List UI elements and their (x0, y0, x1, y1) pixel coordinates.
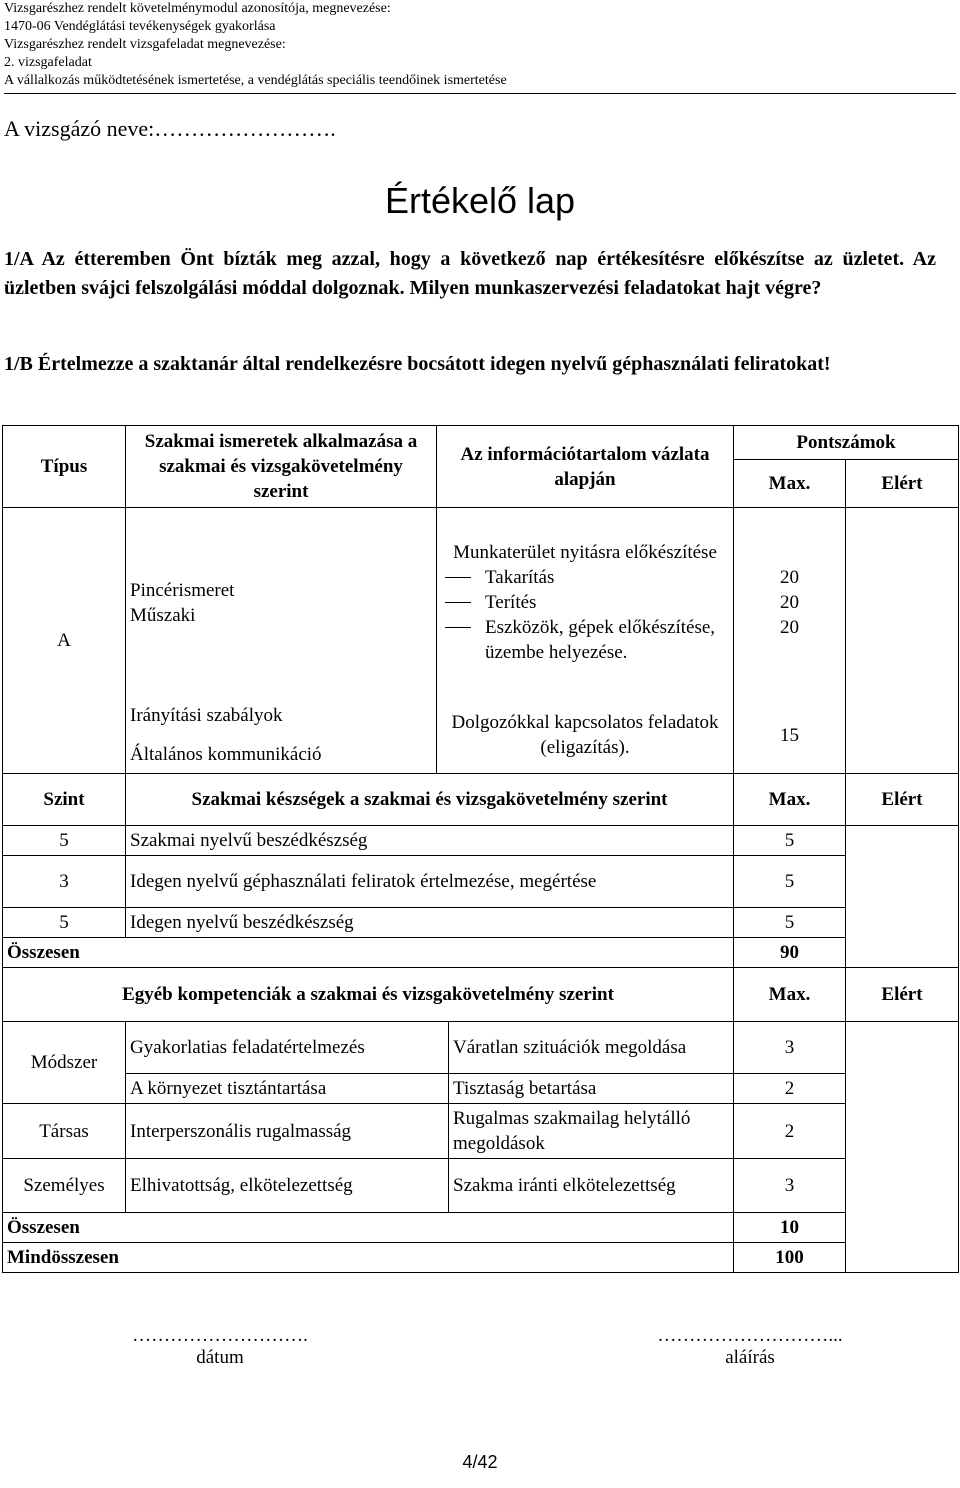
header-task-label: Vizsgarészhez rendelt vizsgafeladat megnevezése: (4, 37, 286, 52)
header-elert-2: Elért (846, 774, 959, 826)
skill-max: 5 (734, 826, 846, 856)
header-szint: Szint (3, 774, 126, 826)
max-value: 20 (780, 617, 799, 639)
page-title: Értékelő lap (384, 180, 576, 221)
score-field[interactable] (846, 508, 959, 774)
comp-max: 3 (734, 1022, 846, 1074)
header-max-3: Max. (734, 968, 846, 1022)
knowledge-pinceriseret: Pincérismeret (130, 579, 235, 601)
skill-text: Idegen nyelvű géphasználati feliratok értelmezése, megértése (126, 856, 734, 908)
list-item: Takarítás (441, 565, 729, 590)
page-number: 4/42 (462, 1452, 498, 1472)
skill-level: 5 (3, 826, 126, 856)
grand-total-value: 100 (734, 1243, 846, 1273)
date-signature-block (80, 1325, 360, 1369)
comp-type: Személyes (3, 1159, 126, 1213)
signature-dots: ………………………... (657, 1325, 843, 1346)
header-pontszamok: Pontszámok (734, 426, 959, 460)
skill-text: Szakmai nyelvű beszédkészség (126, 826, 734, 856)
info-intro: Munkaterület nyitásra előkészítése (453, 542, 717, 564)
header-task-name: A vállalkozás működtetésének ismertetése, a vendéglátás speciális teendőinek ismertetése (4, 73, 507, 88)
info-cell (437, 508, 734, 698)
list-item: Eszközök, gépek előkészítése, üzembe helyezése. (441, 615, 729, 665)
knowledge-muszaki: Műszaki (130, 604, 196, 626)
header-keszsegek: Szakmai készségek a szakmai és vizsgakövetelmény szerint (126, 774, 734, 826)
info-dolgozok: Dolgozókkal kapcsolatos feladatok (eligazítás). (437, 698, 734, 774)
score-field[interactable] (846, 1022, 959, 1273)
candidate-name-line: A vizsgázó neve:……………………. (4, 116, 336, 141)
date-label: dátum (196, 1347, 244, 1368)
max-value: 20 (780, 567, 799, 589)
max-cell-1 (734, 508, 846, 698)
header-divider (4, 93, 956, 94)
header-max-2: Max. (734, 774, 846, 826)
total-label: Összesen (3, 938, 734, 968)
document-header (4, 0, 507, 90)
score-field[interactable] (846, 826, 959, 968)
knowledge-cell (126, 508, 437, 698)
header-max: Max. (734, 460, 846, 508)
signature-label: aláírás (725, 1347, 775, 1368)
skill-level: 5 (3, 908, 126, 938)
comp-b: Szakma iránti elkötelezettség (449, 1159, 734, 1213)
comp-max: 3 (734, 1159, 846, 1213)
comp-a: Gyakorlatias feladatértelmezés (126, 1022, 449, 1074)
header-tipus: Típus (3, 426, 126, 508)
comp-a: Interperszonális rugalmasság (126, 1104, 449, 1159)
date-dots: ………………………. (132, 1325, 308, 1346)
header-elert-3: Elért (846, 968, 959, 1022)
task-1b: 1/B Értelmezze a szaktanár által rendelkezésre bocsátott idegen nyelvű géphasználati feliratokat! (4, 353, 831, 375)
skill-text: Idegen nyelvű beszédkészség (126, 908, 734, 938)
total-value: 10 (734, 1213, 846, 1243)
comp-b: Tisztaság betartása (449, 1074, 734, 1104)
total-label: Összesen (3, 1213, 734, 1243)
info-list (441, 565, 729, 665)
type-a: A (3, 508, 126, 774)
task-1a: 1/A Az étteremben Önt bízták meg azzal, hogy a következő nap értékesítésre előkészítse az üzletet. Az üzletben svájci felszolgálási móddal dolgoznak. Milyen munkaszervezési feladatokat hajt végre? (4, 248, 936, 299)
max-value: 20 (780, 592, 799, 614)
header-egyeb: Egyéb kompetenciák a szakmai és vizsgakövetelmény szerint (3, 968, 734, 1022)
comp-b: Váratlan szituációk megoldása (449, 1022, 734, 1074)
comp-type: Társas (3, 1104, 126, 1159)
evaluation-table (2, 425, 959, 1273)
header-module-name: 1470-06 Vendéglátási tevékenységek gyakorlása (4, 19, 276, 34)
knowledge-iranyitasi: Irányítási szabályok (130, 705, 283, 727)
header-module-label: Vizsgarészhez rendelt követelménymodul azonosítója, megnevezése: (4, 1, 391, 16)
header-task-number: 2. vizsgafeladat (4, 55, 92, 70)
comp-max: 2 (734, 1104, 846, 1159)
header-informacio: Az információtartalom vázlata alapján (437, 426, 734, 508)
total-value: 90 (734, 938, 846, 968)
header-elert: Elért (846, 460, 959, 508)
knowledge-kommunikacio: Általános kommunikáció (130, 744, 322, 766)
grand-total-label: Mindösszesen (3, 1243, 734, 1273)
list-item: Terítés (441, 590, 729, 615)
signature-block (600, 1325, 900, 1369)
skill-level: 3 (3, 856, 126, 908)
comp-type: Módszer (3, 1022, 126, 1104)
skill-max: 5 (734, 908, 846, 938)
comp-a: Elhivatottság, elkötelezettség (126, 1159, 449, 1213)
comp-a: A környezet tisztántartása (126, 1074, 449, 1104)
header-szakmai-ismeretek: Szakmai ismeretek alkalmazása a szakmai és vizsgakövetelmény szerint (126, 426, 437, 508)
max-value: 15 (734, 698, 846, 774)
comp-b: Rugalmas szakmailag helytálló megoldások (449, 1104, 734, 1159)
knowledge-cell-2 (126, 698, 437, 774)
skill-max: 5 (734, 856, 846, 908)
comp-max: 2 (734, 1074, 846, 1104)
